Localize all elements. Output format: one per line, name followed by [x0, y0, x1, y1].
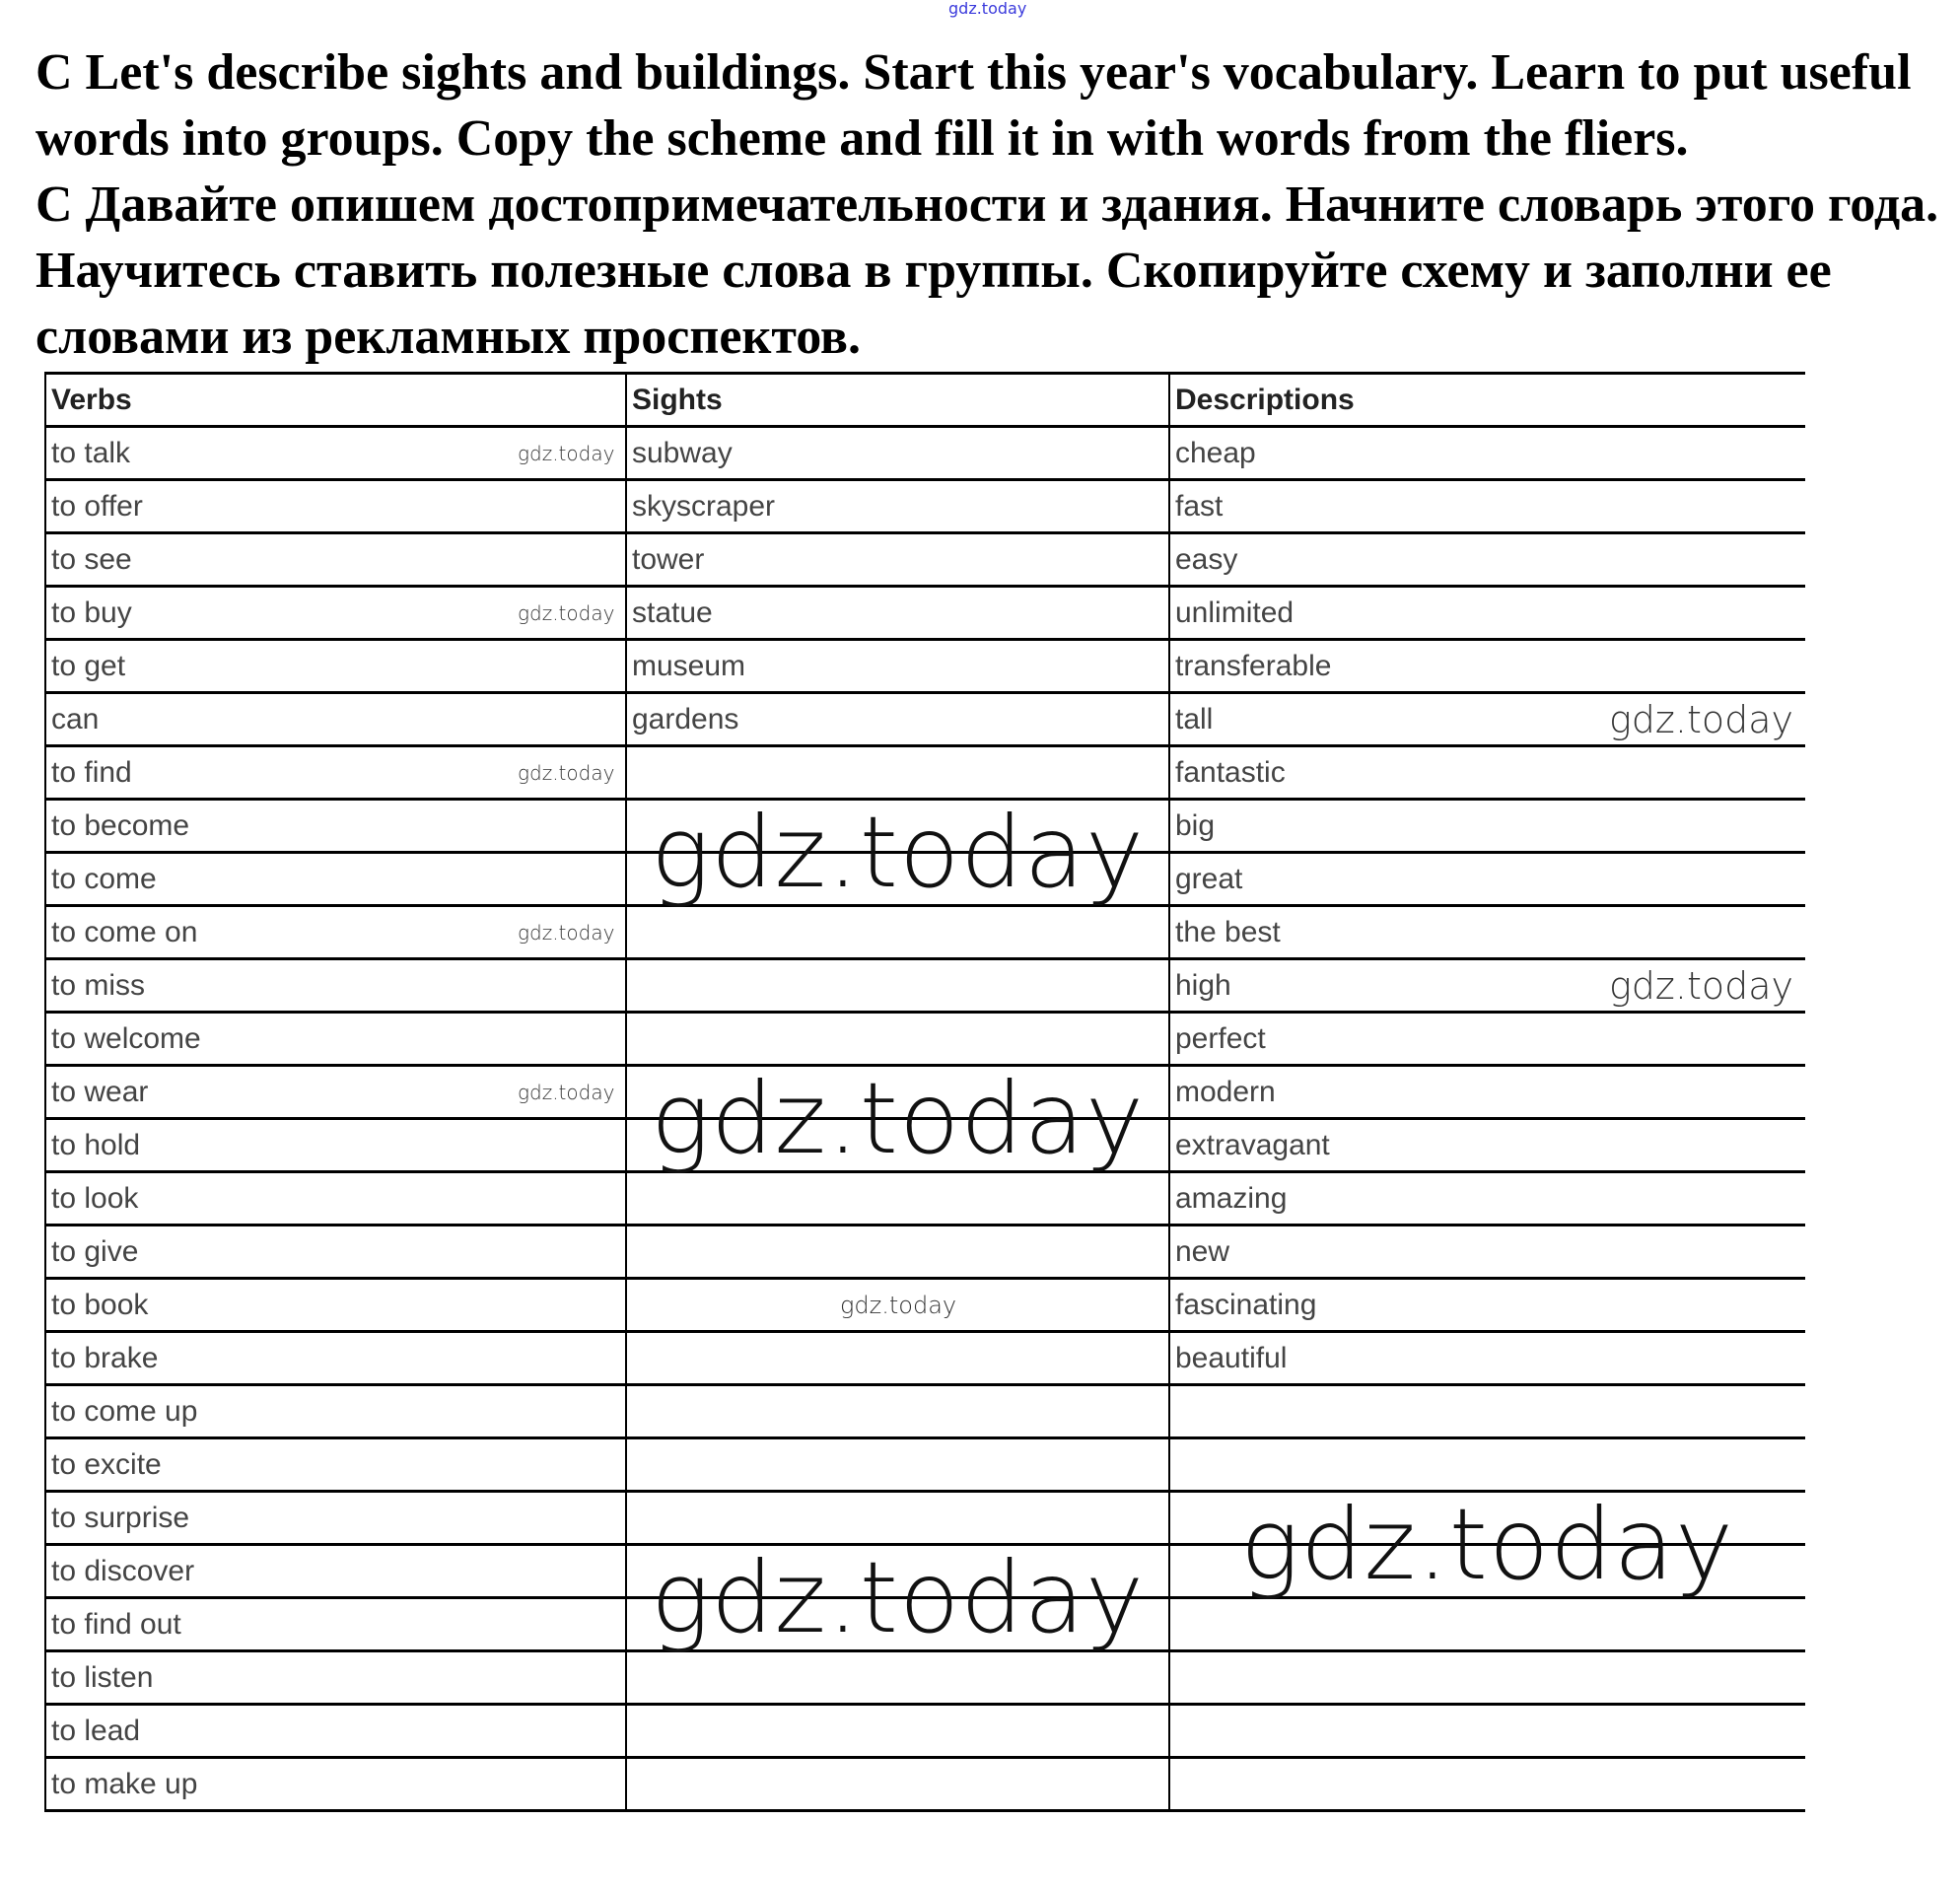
table-row — [45, 1438, 1805, 1492]
sight-cell — [626, 800, 1169, 853]
sight-cell: museum — [626, 640, 1169, 693]
verb-cell: to get — [45, 640, 626, 693]
watermark: gdz.today — [518, 601, 615, 625]
sight-cell — [626, 1119, 1169, 1172]
verb-cell: can — [45, 693, 626, 746]
verb-cell: to make up — [45, 1758, 626, 1811]
table-row — [45, 1651, 1805, 1705]
table-row — [45, 1279, 1805, 1332]
verb-cell: to become — [45, 800, 626, 853]
sight-cell: skyscraper — [626, 480, 1169, 533]
description-cell: fast — [1169, 480, 1805, 533]
verb-cell: to miss — [45, 959, 626, 1013]
description-cell — [1169, 1385, 1805, 1438]
watermark: gdz.today — [518, 1081, 615, 1104]
table-row — [45, 1758, 1805, 1811]
table-row — [45, 640, 1805, 693]
header-sights: Sights — [626, 374, 1169, 427]
table-row — [45, 1013, 1805, 1066]
sight-cell — [626, 1385, 1169, 1438]
task-text-russian: C Давайте опишем достопримечательности и здания. Начните словарь этого года. Научитесь ставить полезные слова в группы. Скопируйте схему и заполни ее словами из рекламных проспектов. — [35, 176, 1939, 365]
description-cell: new — [1169, 1226, 1805, 1279]
description-cell: big — [1169, 800, 1805, 853]
sight-cell — [626, 1651, 1169, 1705]
verb-cell: to come on — [45, 906, 626, 959]
table-row — [45, 800, 1805, 853]
table-row — [45, 1172, 1805, 1226]
watermark-top: gdz.today — [948, 0, 1027, 18]
table-row — [45, 587, 1805, 640]
sight-cell — [626, 1013, 1169, 1066]
description-cell — [1169, 1651, 1805, 1705]
description-cell: the best — [1169, 906, 1805, 959]
verb-cell: to buy — [45, 587, 626, 640]
description-cell: fascinating — [1169, 1279, 1805, 1332]
watermark: gdz.today — [651, 1540, 1146, 1655]
task-text-english: C Let's describe sights and buildings. Start this year's vocabulary. Learn to put useful words into groups. Copy the scheme and fill it in with words from the fliers. — [35, 44, 1912, 167]
sight-cell: statue — [626, 587, 1169, 640]
table-row — [45, 1492, 1805, 1545]
verb-cell: to find — [45, 746, 626, 800]
description-cell: tall — [1169, 693, 1805, 746]
sight-cell — [626, 1438, 1169, 1492]
description-cell — [1169, 1492, 1805, 1545]
sight-cell — [626, 906, 1169, 959]
description-cell — [1169, 1598, 1805, 1651]
verb-cell: to come up — [45, 1385, 626, 1438]
table-row — [45, 1119, 1805, 1172]
sight-cell — [626, 746, 1169, 800]
table-row — [45, 693, 1805, 746]
verb-cell: to see — [45, 533, 626, 587]
sight-cell — [626, 1545, 1169, 1598]
sight-cell — [626, 1598, 1169, 1651]
table-row — [45, 906, 1805, 959]
verb-cell: to find out — [45, 1598, 626, 1651]
watermark: gdz.today — [651, 1061, 1146, 1176]
watermark: gdz.today — [651, 795, 1146, 910]
sight-cell — [626, 1066, 1169, 1119]
description-cell: fantastic — [1169, 746, 1805, 800]
sight-cell: subway — [626, 427, 1169, 480]
sight-cell — [626, 1279, 1169, 1332]
sight-cell — [626, 1226, 1169, 1279]
watermark: gdz.today — [518, 442, 615, 465]
description-cell — [1169, 1758, 1805, 1811]
sight-cell: gardens — [626, 693, 1169, 746]
sight-cell — [626, 1705, 1169, 1758]
description-cell — [1169, 1438, 1805, 1492]
sight-cell — [626, 1172, 1169, 1226]
header-verbs: Verbs — [45, 374, 626, 427]
watermark: gdz.today — [518, 761, 615, 785]
watermark: gdz.today — [1609, 964, 1793, 1008]
description-cell: perfect — [1169, 1013, 1805, 1066]
watermark: gdz.today — [518, 921, 615, 945]
verb-cell: to discover — [45, 1545, 626, 1598]
description-cell: cheap — [1169, 427, 1805, 480]
sight-cell — [626, 959, 1169, 1013]
table-row — [45, 1705, 1805, 1758]
verb-cell: to look — [45, 1172, 626, 1226]
table-row — [45, 1598, 1805, 1651]
verb-cell: to talk — [45, 427, 626, 480]
table-row — [45, 1385, 1805, 1438]
verb-cell: to offer — [45, 480, 626, 533]
description-cell — [1169, 1705, 1805, 1758]
sight-cell — [626, 1492, 1169, 1545]
description-cell: beautiful — [1169, 1332, 1805, 1385]
vocabulary-table — [44, 372, 1805, 1812]
header-descriptions: Descriptions — [1169, 374, 1805, 427]
verb-cell: to excite — [45, 1438, 626, 1492]
verb-cell: to book — [45, 1279, 626, 1332]
sight-cell — [626, 1332, 1169, 1385]
description-cell: transferable — [1169, 640, 1805, 693]
table-row — [45, 1332, 1805, 1385]
table-row — [45, 746, 1805, 800]
description-cell: extravagant — [1169, 1119, 1805, 1172]
watermark: gdz.today — [1609, 698, 1793, 741]
verb-cell: to come — [45, 853, 626, 906]
description-cell: amazing — [1169, 1172, 1805, 1226]
description-cell: high — [1169, 959, 1805, 1013]
verb-cell: to lead — [45, 1705, 626, 1758]
table-row — [45, 959, 1805, 1013]
table-row — [45, 533, 1805, 587]
description-cell: modern — [1169, 1066, 1805, 1119]
verb-cell: to brake — [45, 1332, 626, 1385]
sight-cell — [626, 853, 1169, 906]
verb-cell: to welcome — [45, 1013, 626, 1066]
description-cell — [1169, 1545, 1805, 1598]
table-row — [45, 1066, 1805, 1119]
description-cell: great — [1169, 853, 1805, 906]
verb-cell: to surprise — [45, 1492, 626, 1545]
watermark: gdz.today — [840, 1292, 957, 1319]
sight-cell: tower — [626, 533, 1169, 587]
verb-cell: to hold — [45, 1119, 626, 1172]
sight-cell — [626, 1758, 1169, 1811]
table-row — [45, 480, 1805, 533]
verb-cell: to give — [45, 1226, 626, 1279]
description-cell: unlimited — [1169, 587, 1805, 640]
table-row — [45, 853, 1805, 906]
table-header-row — [45, 374, 1805, 427]
description-cell: easy — [1169, 533, 1805, 587]
watermark: gdz.today — [1240, 1487, 1735, 1602]
table-row — [45, 1545, 1805, 1598]
table-row — [45, 427, 1805, 480]
verb-cell: to wear — [45, 1066, 626, 1119]
table-row — [45, 1226, 1805, 1279]
verb-cell: to listen — [45, 1651, 626, 1705]
